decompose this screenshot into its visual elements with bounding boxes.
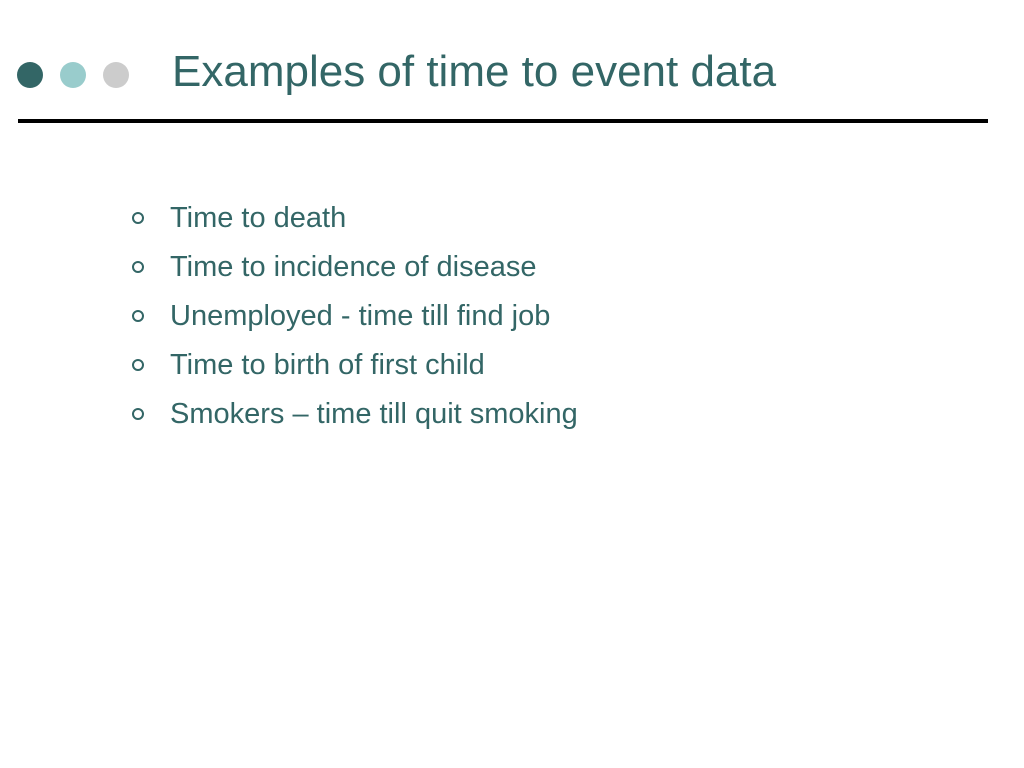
- title-divider-rule: [18, 119, 988, 123]
- bullet-item: [132, 242, 578, 291]
- circle-bullet-icon: [132, 310, 144, 322]
- bullet-item: [132, 291, 578, 340]
- decoration-dot-gray: [103, 62, 129, 88]
- title-decoration-dots: [17, 61, 146, 88]
- circle-bullet-icon: [132, 408, 144, 420]
- decoration-dot-dark: [17, 62, 43, 88]
- bullet-text: Time to birth of first child: [170, 348, 485, 381]
- bullet-item: [132, 389, 578, 438]
- bullet-text: Smokers – time till quit smoking: [170, 397, 578, 430]
- bullet-text: Time to incidence of disease: [170, 250, 537, 283]
- circle-bullet-icon: [132, 261, 144, 273]
- slide-title: Examples of time to event data: [172, 47, 777, 96]
- bullet-item: [132, 340, 578, 389]
- circle-bullet-icon: [132, 212, 144, 224]
- bullet-item: [132, 193, 578, 242]
- bullet-text: Unemployed - time till find job: [170, 299, 551, 332]
- bullet-list: [132, 193, 578, 438]
- bullet-text: Time to death: [170, 201, 347, 234]
- decoration-dot-light-teal: [60, 62, 86, 88]
- circle-bullet-icon: [132, 359, 144, 371]
